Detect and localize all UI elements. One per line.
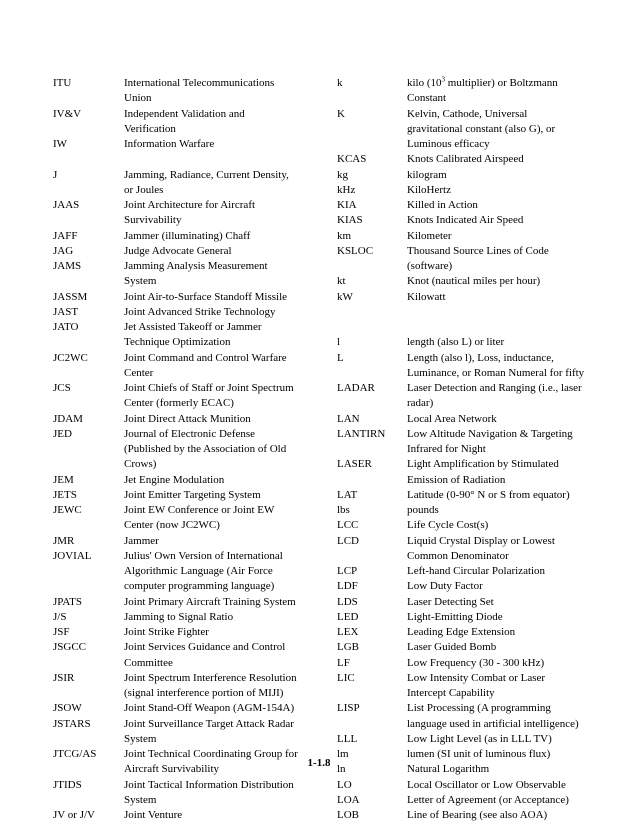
definition-line: Liquid Crystal Display or Lowest bbox=[407, 534, 555, 547]
glossary-definition bbox=[407, 534, 587, 565]
glossary-entry bbox=[53, 701, 311, 716]
glossary-entry bbox=[53, 488, 311, 503]
glossary-definition bbox=[124, 137, 311, 152]
glossary-entry bbox=[337, 656, 587, 671]
glossary-entry bbox=[337, 457, 587, 488]
glossary-entry bbox=[53, 534, 311, 549]
glossary-entry bbox=[53, 808, 311, 823]
glossary-definition bbox=[124, 701, 311, 716]
glossary-definition bbox=[124, 473, 311, 488]
glossary-abbreviation: LEX bbox=[337, 626, 359, 638]
glossary-entry bbox=[337, 595, 587, 610]
glossary-definition bbox=[407, 625, 587, 640]
glossary-entry bbox=[337, 579, 587, 594]
glossary-entry bbox=[53, 290, 311, 305]
definition-line: Jammer (illuminating) Chaff bbox=[124, 229, 251, 242]
glossary-definition bbox=[124, 351, 311, 382]
section-gap bbox=[337, 320, 587, 335]
glossary-abbreviation: LGB bbox=[337, 641, 359, 654]
glossary-abbreviation: K bbox=[337, 107, 345, 120]
glossary-entry bbox=[53, 320, 311, 351]
glossary-definition bbox=[124, 427, 311, 473]
definition-line: Light Amplification by Stimulated bbox=[407, 458, 559, 471]
glossary-abbreviation: k bbox=[337, 77, 343, 89]
glossary-entry bbox=[53, 640, 311, 671]
definition-line: Joint Chiefs of Staff or Joint Spectrum bbox=[124, 382, 294, 394]
glossary-abbreviation: LOA bbox=[337, 793, 360, 806]
definition-line bbox=[407, 76, 587, 91]
definition-line: length (also L) or liter bbox=[407, 336, 505, 349]
glossary-definition bbox=[124, 290, 311, 305]
glossary-abbreviation: KIAS bbox=[337, 214, 363, 227]
definition-line: Infrared for Night bbox=[407, 443, 486, 455]
definition-line: Thousand Source Lines of Code bbox=[407, 244, 549, 257]
glossary-entry bbox=[53, 671, 311, 702]
definition-line: Kelvin, Cathode, Universal bbox=[407, 107, 528, 120]
definition-line: Length (also l), Loss, inductance, bbox=[407, 351, 554, 364]
definition-line: Kilometer bbox=[407, 229, 452, 242]
definition-line: Line of Bearing (see also AOA) bbox=[407, 809, 548, 821]
definition-line: Joint Air-to-Surface Standoff Missile bbox=[124, 290, 288, 303]
glossary-abbreviation: LO bbox=[337, 778, 352, 791]
glossary-entry bbox=[337, 701, 587, 732]
glossary-definition bbox=[124, 244, 311, 259]
definition-line: Survivability bbox=[124, 214, 182, 227]
definition-line: Information Warfare bbox=[124, 138, 215, 150]
definition-line: Low Light Level (as in LLL TV) bbox=[407, 732, 552, 745]
glossary-abbreviation: JTCG/AS bbox=[53, 748, 97, 760]
definition-text: multiplier) or Boltzmann bbox=[445, 77, 558, 89]
glossary-abbreviation: ln bbox=[337, 763, 346, 776]
glossary-entry bbox=[337, 640, 587, 655]
glossary-abbreviation: l bbox=[337, 336, 341, 349]
glossary-entry bbox=[53, 381, 311, 412]
glossary-abbreviation: JV or J/V bbox=[53, 809, 95, 821]
definition-line: gravitational constant (also G), or bbox=[407, 122, 556, 135]
glossary-abbreviation: LASER bbox=[337, 458, 372, 471]
glossary-definition bbox=[124, 625, 311, 640]
definition-line: Constant bbox=[407, 92, 447, 105]
glossary-definition bbox=[407, 244, 587, 275]
glossary-abbreviation: LDS bbox=[337, 595, 358, 608]
glossary-abbreviation: LAN bbox=[337, 412, 360, 425]
glossary-abbreviation: JED bbox=[53, 427, 72, 440]
glossary-abbreviation: KIA bbox=[337, 199, 357, 211]
definition-line: kilogram bbox=[407, 168, 447, 181]
definition-line: Natural Logarithm bbox=[407, 763, 490, 776]
glossary-abbreviation: kW bbox=[337, 290, 353, 303]
glossary-abbreviation: JSOW bbox=[53, 702, 82, 715]
glossary-definition bbox=[407, 183, 587, 198]
definition-line: Low Intensity Combat or Laser bbox=[407, 671, 546, 684]
definition-line: Low Duty Factor bbox=[407, 580, 483, 593]
glossary-abbreviation: JSF bbox=[53, 626, 70, 638]
glossary-definition bbox=[407, 503, 587, 518]
definition-line: Independent Validation and bbox=[124, 107, 245, 120]
glossary-abbreviation: LANTIRN bbox=[337, 427, 386, 440]
glossary-abbreviation: JDAM bbox=[53, 412, 83, 425]
definition-line: Verification bbox=[124, 122, 176, 135]
definition-line: Jet Assisted Takeoff or Jammer bbox=[124, 321, 262, 333]
definition-line: Committee bbox=[124, 656, 173, 669]
glossary-definition bbox=[124, 259, 311, 290]
definition-line: Light-Emitting Diode bbox=[407, 610, 503, 623]
glossary-abbreviation: LOB bbox=[337, 809, 359, 821]
definition-line: Emission of Radiation bbox=[407, 473, 506, 486]
definition-line: Latitude (0-90° N or S from equator) bbox=[407, 488, 570, 501]
glossary-entry bbox=[337, 198, 587, 213]
glossary-entry bbox=[53, 351, 311, 382]
glossary-abbreviation: IW bbox=[53, 138, 68, 150]
definition-line: Laser Detection and Ranging (i.e., laser bbox=[407, 382, 582, 394]
glossary-abbreviation: LCP bbox=[337, 565, 358, 577]
definition-line: Joint Advanced Strike Technology bbox=[124, 305, 276, 318]
definition-line: computer programming language) bbox=[124, 580, 275, 593]
glossary-entry bbox=[53, 137, 311, 152]
glossary-entry bbox=[337, 518, 587, 533]
glossary-entry bbox=[53, 229, 311, 244]
page-number: 1-1.8 bbox=[307, 757, 331, 769]
definition-line: Jet Engine Modulation bbox=[124, 473, 225, 486]
glossary-entry bbox=[53, 717, 311, 748]
glossary-abbreviation: LLL bbox=[337, 732, 358, 745]
glossary-abbreviation: JTIDS bbox=[53, 778, 82, 791]
glossary-definition bbox=[407, 290, 587, 305]
glossary-entry bbox=[53, 610, 311, 625]
glossary-entry bbox=[337, 793, 587, 808]
glossary-entry bbox=[337, 671, 587, 702]
glossary-definition bbox=[407, 412, 587, 427]
definition-line: Intercept Capability bbox=[407, 687, 495, 699]
glossary-entry bbox=[337, 213, 587, 228]
glossary-definition bbox=[407, 198, 587, 213]
glossary-definition bbox=[124, 549, 311, 595]
glossary-abbreviation: kg bbox=[337, 168, 348, 181]
definition-line: Common Denominator bbox=[407, 549, 509, 562]
definition-line: International Telecommunications bbox=[124, 77, 275, 89]
definition-text: kilo (10 bbox=[407, 77, 442, 89]
definition-line: List Processing (A programming bbox=[407, 702, 551, 715]
definition-line: Joint Architecture for Aircraft bbox=[124, 199, 256, 211]
glossary-abbreviation: JAMS bbox=[53, 260, 82, 272]
glossary-definition bbox=[124, 168, 311, 199]
definition-line: Leading Edge Extension bbox=[407, 626, 516, 638]
glossary-abbreviation: JSIR bbox=[53, 671, 75, 684]
definition-line: Joint Emitter Targeting System bbox=[124, 488, 261, 501]
definition-line: Joint EW Conference or Joint EW bbox=[124, 504, 275, 516]
glossary-abbreviation: J bbox=[53, 168, 58, 181]
glossary-entry bbox=[53, 244, 311, 259]
definition-line: (software) bbox=[407, 260, 453, 272]
glossary-entry bbox=[337, 412, 587, 427]
glossary-definition bbox=[407, 381, 587, 412]
glossary-entry bbox=[337, 351, 587, 382]
glossary-definition bbox=[407, 335, 587, 350]
glossary-entry bbox=[337, 778, 587, 793]
glossary-entry bbox=[337, 564, 587, 579]
glossary-definition bbox=[407, 701, 587, 732]
definition-line: Local Oscillator or Low Observable bbox=[407, 778, 566, 791]
glossary-definition bbox=[407, 152, 587, 167]
definition-line: Joint Direct Attack Munition bbox=[124, 412, 251, 425]
definition-line: Joint Venture bbox=[124, 809, 183, 821]
glossary-entry bbox=[337, 808, 587, 823]
glossary-definition bbox=[407, 595, 587, 610]
definition-line: Algorithmic Language (Air Force bbox=[124, 565, 273, 577]
glossary-definition bbox=[124, 76, 311, 107]
definition-line: language used in artificial intelligence) bbox=[407, 717, 579, 730]
definition-line: Journal of Electronic Defense bbox=[124, 427, 256, 440]
glossary-entry bbox=[337, 229, 587, 244]
definition-line: Joint Surveillance Target Attack Radar bbox=[124, 717, 294, 730]
glossary-abbreviation: kHz bbox=[337, 183, 356, 196]
glossary-entry bbox=[53, 473, 311, 488]
definition-line: Center (formerly ECAC) bbox=[124, 397, 234, 410]
glossary-definition bbox=[124, 778, 311, 809]
definition-line: Left-hand Circular Polarization bbox=[407, 565, 546, 577]
glossary-abbreviation: JCS bbox=[53, 382, 71, 394]
glossary-abbreviation: ITU bbox=[53, 77, 72, 89]
glossary-definition bbox=[124, 808, 311, 823]
glossary-entry bbox=[53, 625, 311, 640]
definition-line: Letter of Agreement (or Acceptance) bbox=[407, 793, 569, 806]
definition-line: Jamming Analysis Measurement bbox=[124, 260, 268, 272]
glossary-entry bbox=[337, 488, 587, 503]
definition-line: Technique Optimization bbox=[124, 336, 231, 349]
glossary-abbreviation: lbs bbox=[337, 504, 350, 516]
glossary-abbreviation: JC2WC bbox=[53, 351, 88, 364]
definition-line: Laser Detecting Set bbox=[407, 595, 494, 608]
glossary-definition bbox=[407, 518, 587, 533]
glossary-definition bbox=[407, 732, 587, 747]
definition-line: Julius' Own Version of International bbox=[124, 549, 283, 562]
glossary-entry bbox=[337, 76, 587, 107]
glossary-definition bbox=[407, 778, 587, 793]
glossary-abbreviation: KSLOC bbox=[337, 244, 374, 257]
glossary-entry bbox=[337, 610, 587, 625]
glossary-definition bbox=[407, 671, 587, 702]
glossary-abbreviation: kt bbox=[337, 275, 346, 288]
glossary-definition bbox=[407, 564, 587, 579]
glossary-definition bbox=[407, 229, 587, 244]
glossary-abbreviation: LADAR bbox=[337, 382, 375, 394]
definition-line: Joint Strike Fighter bbox=[124, 626, 209, 638]
glossary-abbreviation: LCC bbox=[337, 519, 359, 532]
glossary-definition bbox=[407, 457, 587, 488]
glossary-entry bbox=[337, 534, 587, 565]
glossary-definition bbox=[124, 381, 311, 412]
definition-line: (Published by the Association of Old bbox=[124, 443, 287, 455]
glossary-entry bbox=[337, 244, 587, 275]
glossary-entry bbox=[337, 290, 587, 305]
glossary-definition bbox=[124, 412, 311, 427]
glossary-abbreviation: LAT bbox=[337, 488, 358, 501]
definition-line: System bbox=[124, 793, 157, 806]
definition-line: Judge Advocate General bbox=[124, 244, 232, 257]
definition-line: Kilowatt bbox=[407, 290, 446, 303]
glossary-entry bbox=[337, 274, 587, 289]
glossary-abbreviation: L bbox=[337, 351, 344, 364]
section-gap bbox=[337, 305, 587, 320]
glossary-definition bbox=[407, 610, 587, 625]
definition-line: Center bbox=[124, 366, 154, 379]
definition-line: Joint Spectrum Interference Resolution bbox=[124, 671, 297, 684]
glossary-entry bbox=[337, 732, 587, 747]
glossary-entry bbox=[337, 503, 587, 518]
glossary-definition bbox=[124, 503, 311, 534]
glossary-definition bbox=[407, 640, 587, 655]
glossary-entry bbox=[53, 168, 311, 199]
definition-line: Joint Primary Aircraft Training System bbox=[124, 595, 296, 608]
glossary-definition bbox=[124, 198, 311, 229]
glossary-abbreviation: KCAS bbox=[337, 153, 367, 166]
definition-line: Luminance, or Roman Numeral for fifty bbox=[407, 366, 585, 379]
definition-line: Low Altitude Navigation & Targeting bbox=[407, 427, 573, 440]
definition-line: Life Cycle Cost(s) bbox=[407, 519, 489, 532]
right-glossary-column bbox=[337, 76, 587, 823]
definition-line: pounds bbox=[407, 504, 439, 516]
glossary-abbreviation: JAST bbox=[53, 305, 79, 318]
glossary-definition bbox=[407, 488, 587, 503]
left-glossary-column bbox=[53, 76, 311, 823]
glossary-definition bbox=[124, 595, 311, 610]
definition-line: Knots Calibrated Airspeed bbox=[407, 153, 524, 166]
glossary-abbreviation: LISP bbox=[337, 702, 360, 715]
definition-line: lumen (SI unit of luminous flux) bbox=[407, 748, 551, 760]
glossary-abbreviation: JASSM bbox=[53, 290, 88, 303]
definition-line: Laser Guided Bomb bbox=[407, 641, 497, 654]
glossary-definition bbox=[124, 488, 311, 503]
definition-line: Jamming, Radiance, Current Density, bbox=[124, 168, 289, 181]
glossary-entry bbox=[337, 183, 587, 198]
glossary-entry bbox=[337, 152, 587, 167]
definition-line: Center (now JC2WC) bbox=[124, 519, 220, 532]
glossary-entry bbox=[53, 107, 311, 138]
glossary-definition bbox=[124, 229, 311, 244]
glossary-entry bbox=[337, 168, 587, 183]
definition-line: System bbox=[124, 275, 157, 288]
glossary-definition bbox=[407, 793, 587, 808]
glossary-definition bbox=[407, 656, 587, 671]
glossary-entry bbox=[53, 549, 311, 595]
glossary-entry bbox=[337, 427, 587, 458]
glossary-entry bbox=[337, 625, 587, 640]
glossary-definition bbox=[407, 427, 587, 458]
glossary-abbreviation: JAFF bbox=[53, 229, 78, 242]
glossary-abbreviation: JSGCC bbox=[53, 641, 87, 654]
glossary-entry bbox=[337, 381, 587, 412]
glossary-definition bbox=[124, 717, 311, 748]
glossary-abbreviation: km bbox=[337, 229, 352, 242]
glossary-definition bbox=[124, 534, 311, 549]
glossary-abbreviation: JEM bbox=[53, 473, 74, 486]
glossary-definition bbox=[407, 107, 587, 153]
definition-line: Joint Services Guidance and Control bbox=[124, 641, 286, 654]
glossary-definition bbox=[407, 579, 587, 594]
glossary-abbreviation: J/S bbox=[53, 610, 67, 623]
definition-line: Union bbox=[124, 92, 152, 105]
glossary-definition bbox=[124, 671, 311, 702]
glossary-definition bbox=[124, 107, 311, 138]
section-gap bbox=[53, 152, 311, 167]
definition-line: Crows) bbox=[124, 458, 157, 471]
definition-line: Local Area Network bbox=[407, 412, 497, 425]
glossary-abbreviation: JPATS bbox=[53, 595, 82, 608]
glossary-entry bbox=[53, 427, 311, 473]
definition-line: Knot (nautical miles per hour) bbox=[407, 275, 541, 288]
definition-line: Joint Technical Coordinating Group for bbox=[124, 748, 298, 760]
glossary-abbreviation: JETS bbox=[53, 488, 77, 501]
definition-line: Joint Tactical Information Distribution bbox=[124, 778, 294, 791]
glossary-definition bbox=[124, 320, 311, 351]
glossary-abbreviation: lm bbox=[337, 748, 349, 760]
definition-line: Joint Command and Control Warfare bbox=[124, 351, 287, 364]
glossary-definition bbox=[124, 640, 311, 671]
definition-line: radar) bbox=[407, 397, 434, 410]
glossary-entry bbox=[53, 259, 311, 290]
glossary-entry bbox=[53, 503, 311, 534]
definition-line: System bbox=[124, 732, 157, 745]
glossary-abbreviation: LF bbox=[337, 656, 350, 669]
glossary-abbreviation: JSTARS bbox=[53, 717, 91, 730]
glossary-abbreviation: JAAS bbox=[53, 199, 80, 211]
glossary-entry bbox=[53, 198, 311, 229]
glossary-definition bbox=[124, 610, 311, 625]
glossary-definition bbox=[407, 213, 587, 228]
glossary-abbreviation: JOVIAL bbox=[53, 549, 92, 562]
glossary-entry bbox=[53, 76, 311, 107]
definition-line: Jammer bbox=[124, 534, 159, 547]
glossary-abbreviation: LDF bbox=[337, 580, 358, 593]
definition-line: Killed in Action bbox=[407, 199, 478, 211]
definition-line: Low Frequency (30 - 300 kHz) bbox=[407, 656, 545, 669]
glossary-entry bbox=[337, 107, 587, 153]
glossary-abbreviation: IV&V bbox=[53, 107, 82, 120]
glossary-abbreviation: LIC bbox=[337, 671, 355, 684]
glossary-definition bbox=[407, 76, 587, 107]
glossary-abbreviation: JATO bbox=[53, 321, 79, 333]
glossary-entry bbox=[337, 335, 587, 350]
glossary-entry bbox=[53, 412, 311, 427]
glossary-definition bbox=[407, 274, 587, 289]
definition-line: Knots Indicated Air Speed bbox=[407, 214, 524, 227]
glossary-definition bbox=[407, 808, 587, 823]
definition-line: Joint Stand-Off Weapon (AGM-154A) bbox=[124, 702, 295, 715]
definition-line: Aircraft Survivability bbox=[124, 763, 220, 776]
glossary-entry bbox=[53, 778, 311, 809]
glossary-entry bbox=[53, 305, 311, 320]
definition-line: KiloHertz bbox=[407, 183, 451, 196]
definition-line: Jamming to Signal Ratio bbox=[124, 610, 234, 623]
glossary-abbreviation: JEWC bbox=[53, 504, 82, 516]
definition-line: or Joules bbox=[124, 183, 164, 196]
glossary-definition bbox=[407, 351, 587, 382]
glossary-definition bbox=[124, 305, 311, 320]
glossary-abbreviation: LED bbox=[337, 610, 359, 623]
glossary-abbreviation: JAG bbox=[53, 244, 74, 257]
glossary-abbreviation: LCD bbox=[337, 534, 359, 547]
superscript: 3 bbox=[441, 75, 446, 84]
glossary-entry bbox=[53, 595, 311, 610]
glossary-definition bbox=[407, 168, 587, 183]
definition-line: (signal interference portion of MIJI) bbox=[124, 687, 284, 699]
definition-line: Luminous efficacy bbox=[407, 138, 490, 150]
glossary-abbreviation: JMR bbox=[53, 534, 75, 547]
